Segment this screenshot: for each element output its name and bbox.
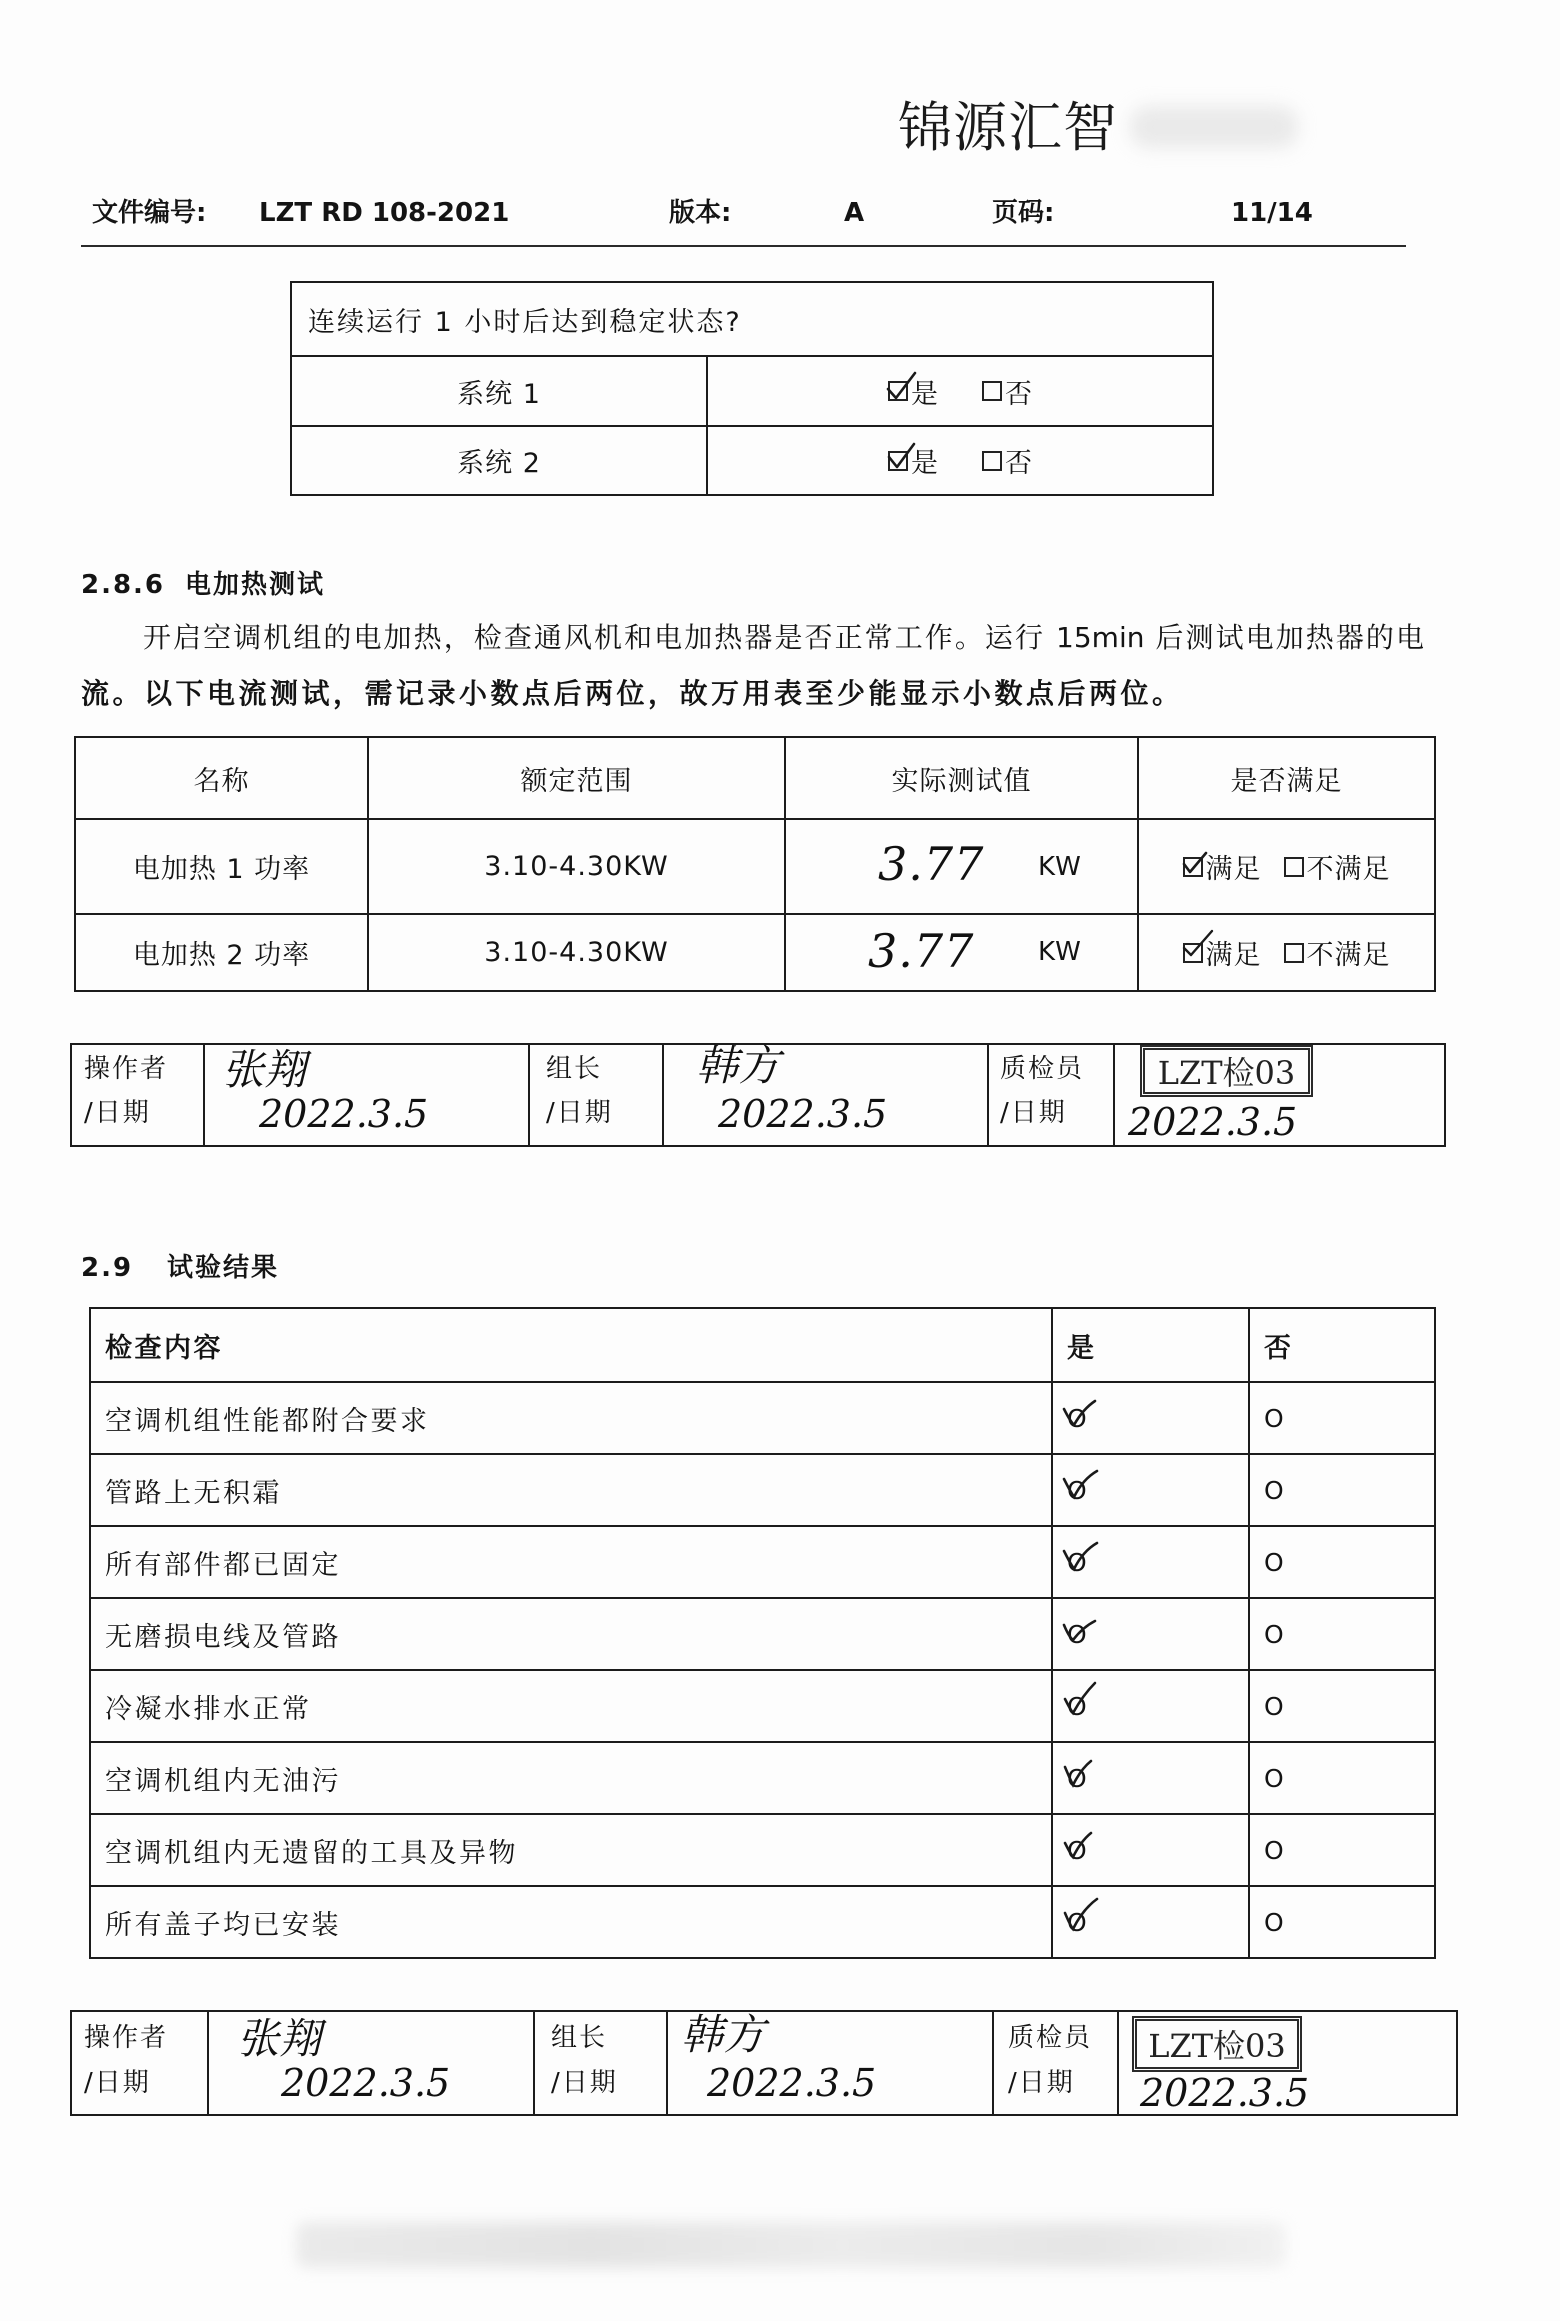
handwritten-check-icon xyxy=(1182,847,1212,877)
section-title: 试验结果 xyxy=(167,1253,280,1283)
page-label: 页码: xyxy=(992,198,1055,228)
heater-name: 电加热 2 功率 xyxy=(76,915,369,990)
satisfaction-options xyxy=(1139,820,1434,913)
check-item: 管路上无积霜 xyxy=(91,1455,1053,1525)
system-name: 系统 1 xyxy=(292,357,708,425)
operator-label-cell xyxy=(72,2012,209,2114)
leader-signature-cell xyxy=(664,1041,989,1145)
checkbox-icon xyxy=(1284,857,1304,877)
checkbox-icon xyxy=(982,381,1002,401)
not-satisfied-option xyxy=(1284,933,1391,972)
date-label: /日期 xyxy=(1008,2068,1075,2098)
handwritten-measured-value: 3.77 xyxy=(868,924,975,978)
leader-signature-cell xyxy=(668,2012,994,2114)
scan-smudge xyxy=(1130,106,1298,148)
handwritten-check-icon xyxy=(1061,1829,1101,1865)
yes-cell xyxy=(1053,1671,1250,1741)
table-header-row xyxy=(91,1309,1434,1383)
paragraph-line: 开启空调机组的电加热，检查通风机和电加热器是否正常工作。运行 15min 后测试电加热器的电 xyxy=(143,621,1424,654)
results-table xyxy=(89,1307,1436,1959)
check-item: 空调机组内无遗留的工具及异物 xyxy=(91,1815,1053,1885)
qc-date: 2022.3.5 xyxy=(1128,1100,1298,1144)
check-item: 所有部件都已固定 xyxy=(91,1527,1053,1597)
check-item: 空调机组内无油污 xyxy=(91,1743,1053,1813)
no-cell xyxy=(1250,1527,1434,1597)
yes-cell xyxy=(1053,1743,1250,1813)
operator-signature-cell xyxy=(205,1045,530,1145)
section-number: 2.8.6 xyxy=(81,570,166,600)
table-row xyxy=(91,1671,1434,1743)
column-header: 是 xyxy=(1053,1309,1250,1381)
yes-cell xyxy=(1053,1887,1250,1957)
unit-label: KW xyxy=(1038,937,1082,967)
no-cell xyxy=(1250,1815,1434,1885)
qc-label: 质检员 xyxy=(1000,1054,1085,1084)
table-row xyxy=(292,427,1212,494)
checkbox-icon xyxy=(888,451,908,471)
no-mark: O xyxy=(1264,1475,1284,1505)
date-label: /日期 xyxy=(1000,1098,1067,1128)
checkbox-icon xyxy=(1183,943,1203,963)
leader-signature: 韩方 xyxy=(681,2010,766,2059)
table-row xyxy=(91,1743,1434,1815)
column-header: 检查内容 xyxy=(91,1309,1053,1381)
leader-label-cell xyxy=(535,2012,668,2114)
leader-date: 2022.3.5 xyxy=(718,1092,888,1136)
no-cell xyxy=(1250,1383,1434,1453)
no-option xyxy=(982,372,1032,411)
stability-question: 连续运行 1 小时后达到稳定状态? xyxy=(292,283,1212,357)
satisfaction-options xyxy=(1139,915,1434,990)
yes-mark: O xyxy=(1067,1835,1087,1865)
no-mark: O xyxy=(1264,1907,1284,1937)
table-row xyxy=(91,1887,1434,1957)
handwritten-check-icon xyxy=(1061,1541,1101,1577)
operator-date: 2022.3.5 xyxy=(259,1092,429,1136)
yes-option xyxy=(888,372,938,411)
check-item: 无磨损电线及管路 xyxy=(91,1599,1053,1669)
page-number: 11/14 xyxy=(1231,198,1313,228)
qc-label: 质检员 xyxy=(1008,2023,1093,2053)
date-label: /日期 xyxy=(546,1098,613,1128)
checkbox-icon xyxy=(982,451,1002,471)
signature-block xyxy=(70,1043,1446,1147)
handwritten-check-icon xyxy=(887,371,917,401)
system-name: 系统 2 xyxy=(292,427,708,494)
no-mark: O xyxy=(1264,1547,1284,1577)
not-satisfied-label: 不满足 xyxy=(1306,940,1391,971)
qc-date: 2022.3.5 xyxy=(1140,2071,1310,2115)
handwritten-check-icon xyxy=(1182,933,1212,963)
measured-value-cell xyxy=(786,915,1139,990)
unit-label: KW xyxy=(1038,852,1082,882)
column-header: 否 xyxy=(1264,1332,1294,1364)
company-brand: 锦源汇智 xyxy=(898,96,1118,159)
yes-option xyxy=(888,441,938,480)
section-number: 2.9 xyxy=(81,1253,134,1283)
rated-range: 3.10-4.30KW xyxy=(369,915,786,990)
table-row xyxy=(91,1815,1434,1887)
yes-mark: O xyxy=(1067,1475,1087,1505)
satisfied-option xyxy=(1183,847,1262,886)
handwritten-check-icon xyxy=(887,441,917,471)
column-header: 实际测试值 xyxy=(786,738,1139,818)
yes-cell xyxy=(1053,1383,1250,1453)
yes-no-options xyxy=(708,357,1212,425)
yes-label: 是 xyxy=(911,378,938,410)
no-option xyxy=(982,441,1032,480)
yes-cell xyxy=(1053,1455,1250,1525)
inspector-stamp: LZT检03 xyxy=(1140,1045,1313,1097)
blurred-footer xyxy=(296,2222,1286,2268)
yes-mark: O xyxy=(1067,1403,1087,1433)
date-label: /日期 xyxy=(84,2068,151,2098)
satisfied-label: 满足 xyxy=(1205,940,1262,971)
handwritten-check-icon xyxy=(1061,1613,1101,1649)
yes-mark: O xyxy=(1067,1763,1087,1793)
version-label: 版本: xyxy=(669,198,732,228)
heater-table xyxy=(74,736,1436,992)
no-cell xyxy=(1250,1599,1434,1669)
yes-mark: O xyxy=(1067,1547,1087,1577)
leader-signature: 韩方 xyxy=(696,1041,781,1090)
column-header: 名称 xyxy=(76,738,369,818)
qc-label-cell xyxy=(989,1045,1115,1145)
heater-name: 电加热 1 功率 xyxy=(76,820,369,913)
satisfied-label: 满足 xyxy=(1205,854,1262,885)
signature-block xyxy=(70,2010,1458,2116)
no-cell xyxy=(1250,1671,1434,1741)
operator-signature: 张翔 xyxy=(237,2014,322,2063)
column-header: 是否满足 xyxy=(1230,765,1343,797)
no-cell xyxy=(1250,1743,1434,1813)
operator-label-cell xyxy=(72,1045,205,1145)
handwritten-check-icon xyxy=(1061,1397,1101,1433)
handwritten-measured-value: 3.77 xyxy=(878,837,985,891)
doc-number: LZT RD 108-2021 xyxy=(259,198,510,228)
yes-cell xyxy=(1053,1599,1250,1669)
no-label: 否 xyxy=(1005,378,1032,410)
operator-label: 操作者 xyxy=(84,2023,169,2053)
operator-label: 操作者 xyxy=(84,1054,169,1084)
handwritten-check-icon xyxy=(1061,1901,1101,1937)
inspector-stamp: LZT检03 xyxy=(1132,2016,1302,2072)
handwritten-check-icon xyxy=(1061,1685,1101,1721)
check-item: 所有盖子均已安装 xyxy=(91,1887,1053,1957)
table-row xyxy=(292,357,1212,427)
section-title: 电加热测试 xyxy=(185,570,326,600)
checkbox-icon xyxy=(1284,943,1304,963)
handwritten-check-icon xyxy=(1061,1469,1101,1505)
measured-value-cell xyxy=(786,820,1139,913)
leader-label-cell xyxy=(530,1045,664,1145)
no-mark: O xyxy=(1264,1835,1284,1865)
checkbox-icon xyxy=(888,381,908,401)
table-header-row xyxy=(76,738,1434,820)
yes-mark: O xyxy=(1067,1907,1087,1937)
no-mark: O xyxy=(1264,1763,1284,1793)
yes-label: 是 xyxy=(911,448,938,479)
table-row xyxy=(76,915,1434,990)
satisfied-option xyxy=(1183,933,1262,972)
no-cell xyxy=(1250,1455,1434,1525)
no-mark: O xyxy=(1264,1403,1284,1433)
table-row xyxy=(91,1599,1434,1671)
doc-number-label: 文件编号: xyxy=(92,198,207,228)
not-satisfied-option xyxy=(1284,847,1391,886)
operator-date: 2022.3.5 xyxy=(281,2061,451,2105)
check-item: 空调机组性能都附合要求 xyxy=(91,1383,1053,1453)
operator-signature-cell xyxy=(209,2012,535,2114)
table-row xyxy=(91,1383,1434,1455)
version-value: A xyxy=(844,198,865,228)
checkbox-icon xyxy=(1183,857,1203,877)
date-label: /日期 xyxy=(84,1098,151,1128)
leader-label: 组长 xyxy=(546,1054,603,1084)
yes-cell xyxy=(1053,1815,1250,1885)
handwritten-check-icon xyxy=(1061,1757,1101,1793)
qc-stamp-cell xyxy=(1119,2012,1456,2114)
yes-mark: O xyxy=(1067,1691,1087,1721)
stability-table xyxy=(290,281,1214,496)
leader-date: 2022.3.5 xyxy=(707,2061,877,2105)
yes-no-options xyxy=(708,427,1212,494)
date-label: /日期 xyxy=(551,2068,618,2098)
rated-range: 3.10-4.30KW xyxy=(369,820,786,913)
yes-cell xyxy=(1053,1527,1250,1597)
no-mark: O xyxy=(1264,1619,1284,1649)
not-satisfied-label: 不满足 xyxy=(1306,854,1391,885)
qc-label-cell xyxy=(994,2012,1119,2114)
table-row xyxy=(91,1527,1434,1599)
paragraph-line: 流。以下电流测试，需记录小数点后两位，故万用表至少能显示小数点后两位。 xyxy=(81,677,1184,710)
qc-stamp-cell xyxy=(1115,1045,1444,1145)
no-mark: O xyxy=(1264,1691,1284,1721)
yes-mark: O xyxy=(1067,1619,1087,1649)
header-divider xyxy=(81,245,1406,247)
table-row xyxy=(76,820,1434,915)
table-row xyxy=(91,1455,1434,1527)
leader-label: 组长 xyxy=(551,2023,608,2053)
column-header: 额定范围 xyxy=(369,738,786,818)
no-label: 否 xyxy=(1005,448,1032,479)
check-item: 冷凝水排水正常 xyxy=(91,1671,1053,1741)
operator-signature: 张翔 xyxy=(222,1045,307,1094)
no-cell xyxy=(1250,1887,1434,1957)
